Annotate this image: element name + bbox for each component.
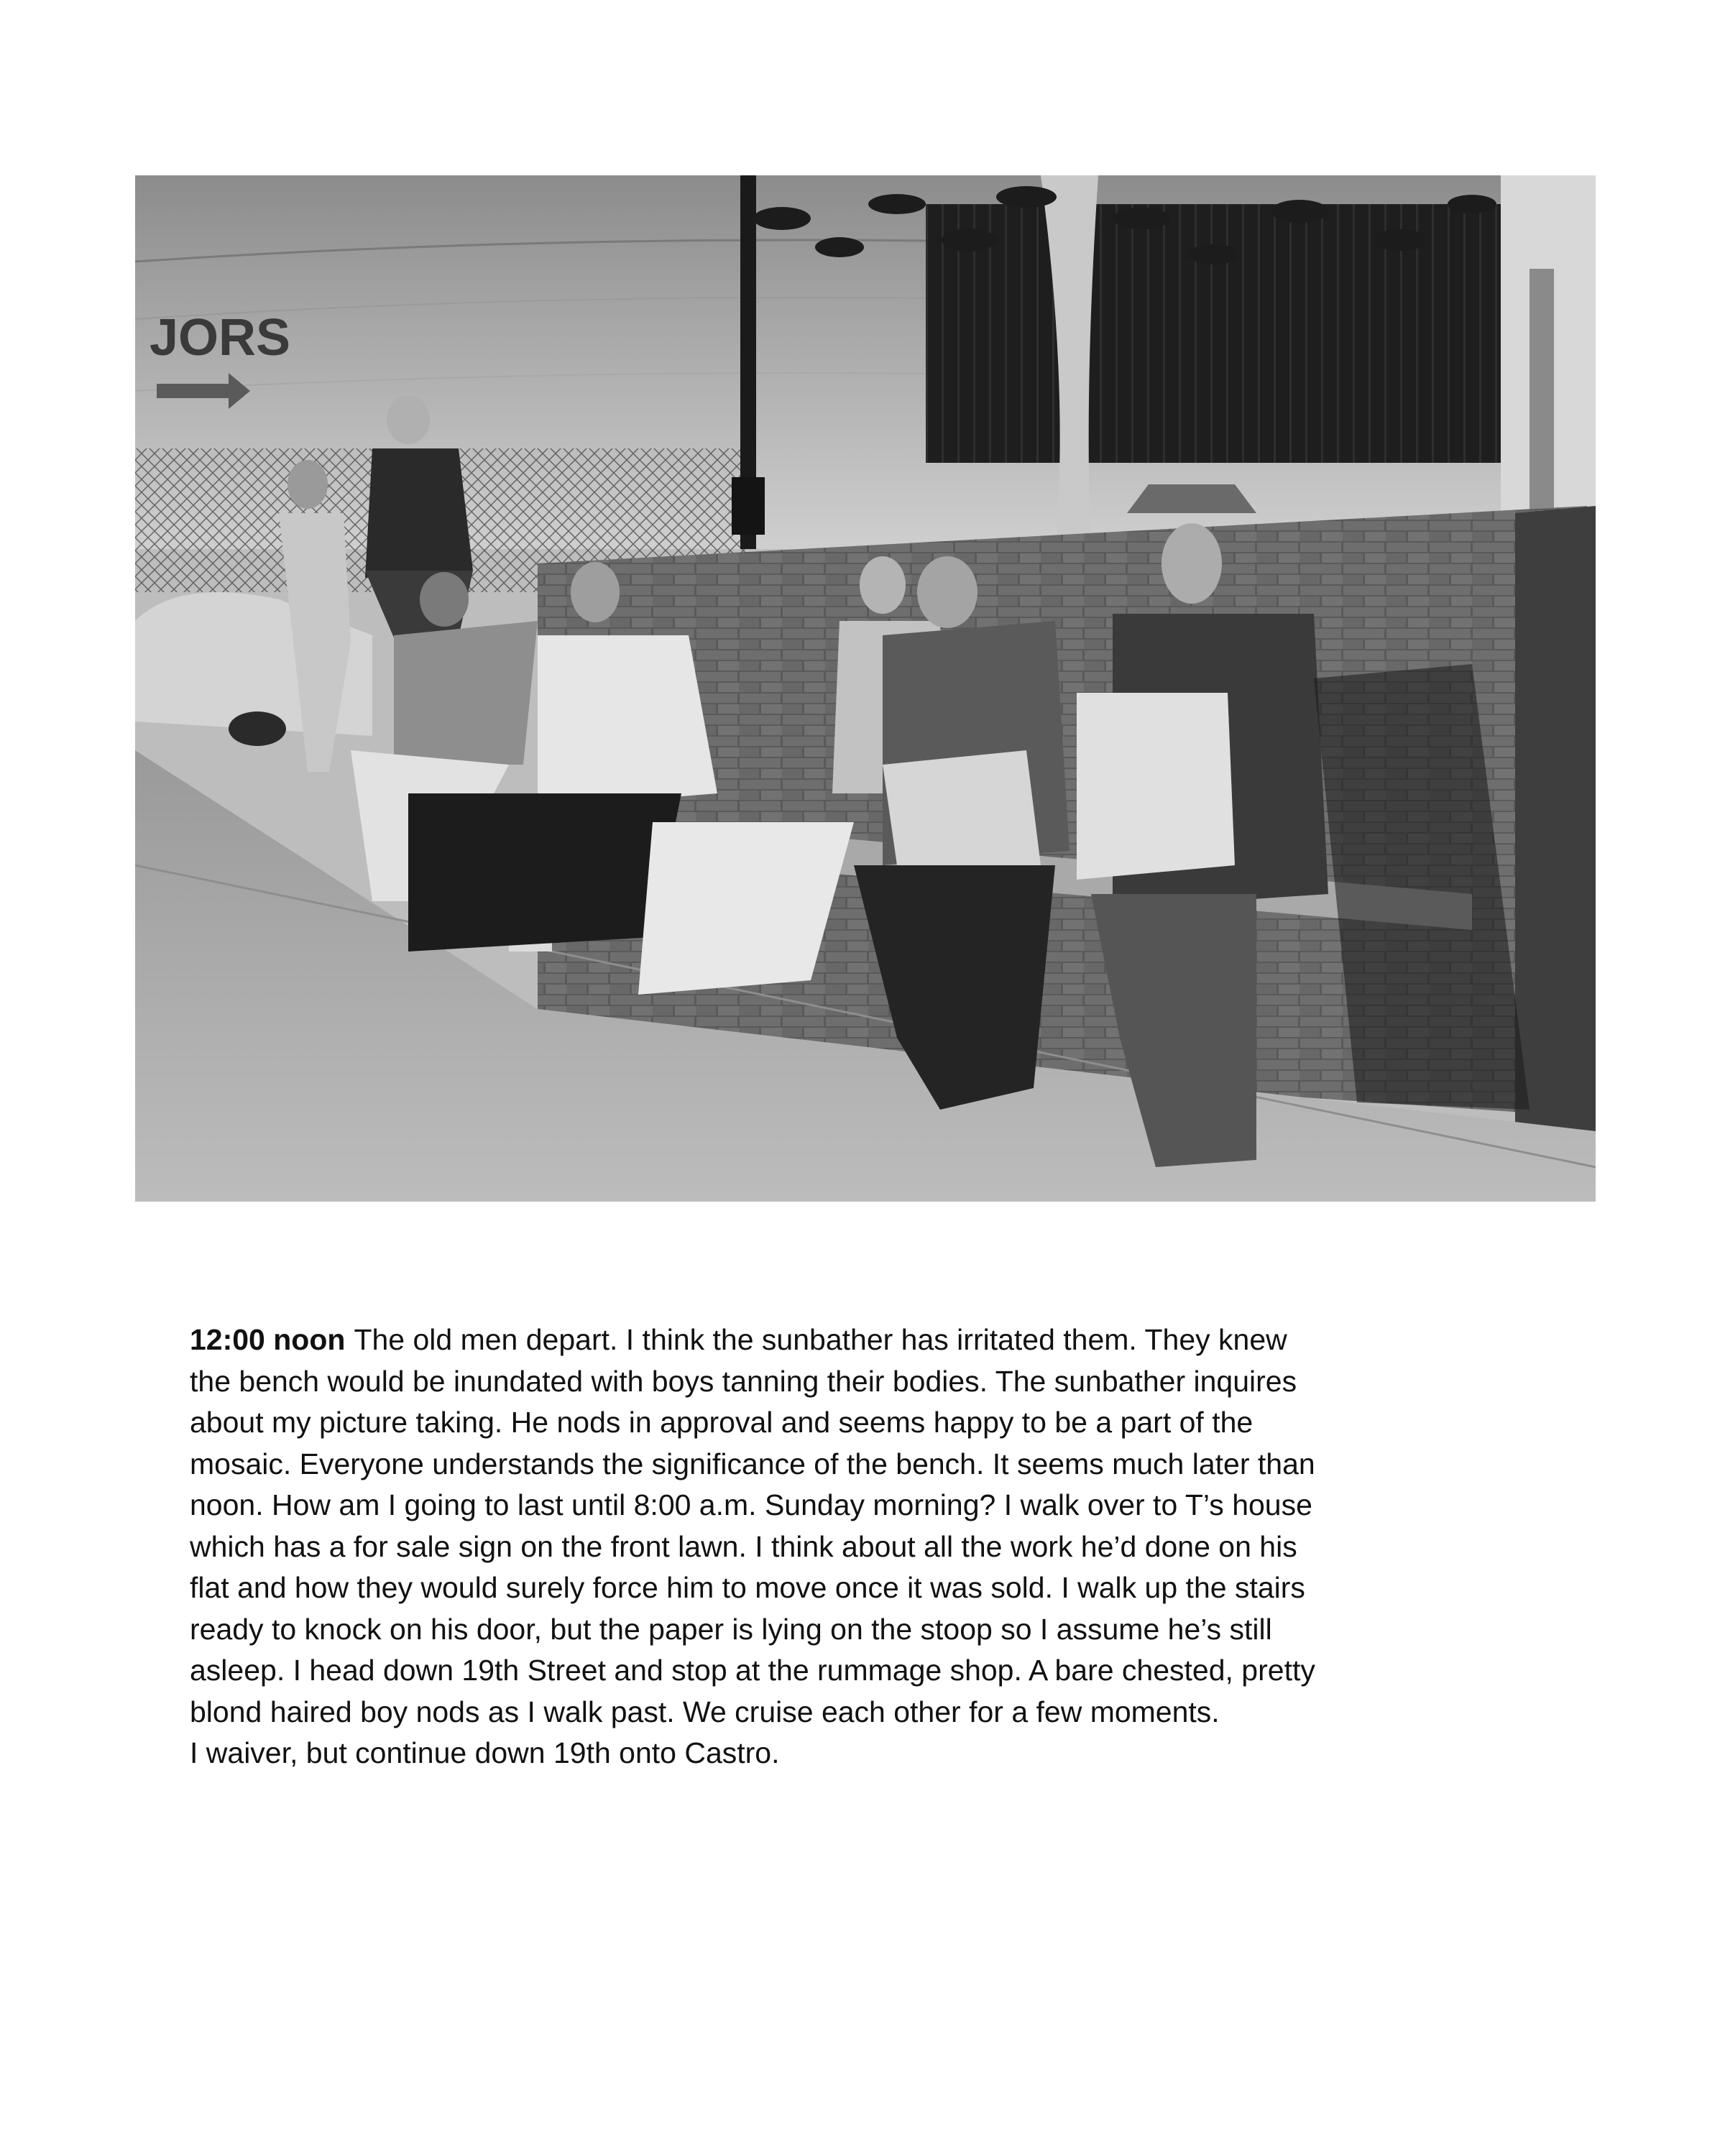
- caption-time: 12:00 noon: [190, 1323, 346, 1356]
- caption-line-2: the bench would be inundated with boys tanning their bodies. The sunbather inquires: [190, 1364, 1297, 1398]
- caption-line-5: noon. How am I going to last until 8:00 a.m. Sunday morning? I walk over to T’s house: [190, 1488, 1312, 1521]
- caption-line-11: I waiver, but continue down 19th onto Castro.: [190, 1736, 780, 1769]
- caption-line-text: The old men depart. I think the sunbather has irritated them. They knew: [354, 1323, 1287, 1356]
- photograph: [135, 175, 1596, 1202]
- caption-line-9: asleep. I head down 19th Street and stop at the rummage shop. A bare chested, pretty: [190, 1654, 1315, 1687]
- caption-line-8: ready to knock on his door, but the paper is lying on the stoop so I assume he’s still: [190, 1612, 1272, 1646]
- caption-line-4: mosaic. Everyone understands the significance of the bench. It seems much later than: [190, 1447, 1315, 1480]
- caption-line-3: about my picture taking. He nods in approval and seems happy to be a part of the: [190, 1406, 1254, 1439]
- caption-line-6: which has a for sale sign on the front lawn. I think about all the work he’d done on his: [190, 1529, 1297, 1563]
- caption-line-1: [190, 1319, 1555, 1361]
- caption-line-7: flat and how they would surely force him to move once it was sold. I walk up the stairs: [190, 1571, 1305, 1604]
- caption-line-10: blond haired boy nods as I walk past. We cruise each other for a few moments.: [190, 1695, 1220, 1728]
- wall-sign-text: JORS: [150, 309, 291, 367]
- bench-scene-photo: [135, 175, 1596, 1202]
- caption-text: [190, 1319, 1555, 1774]
